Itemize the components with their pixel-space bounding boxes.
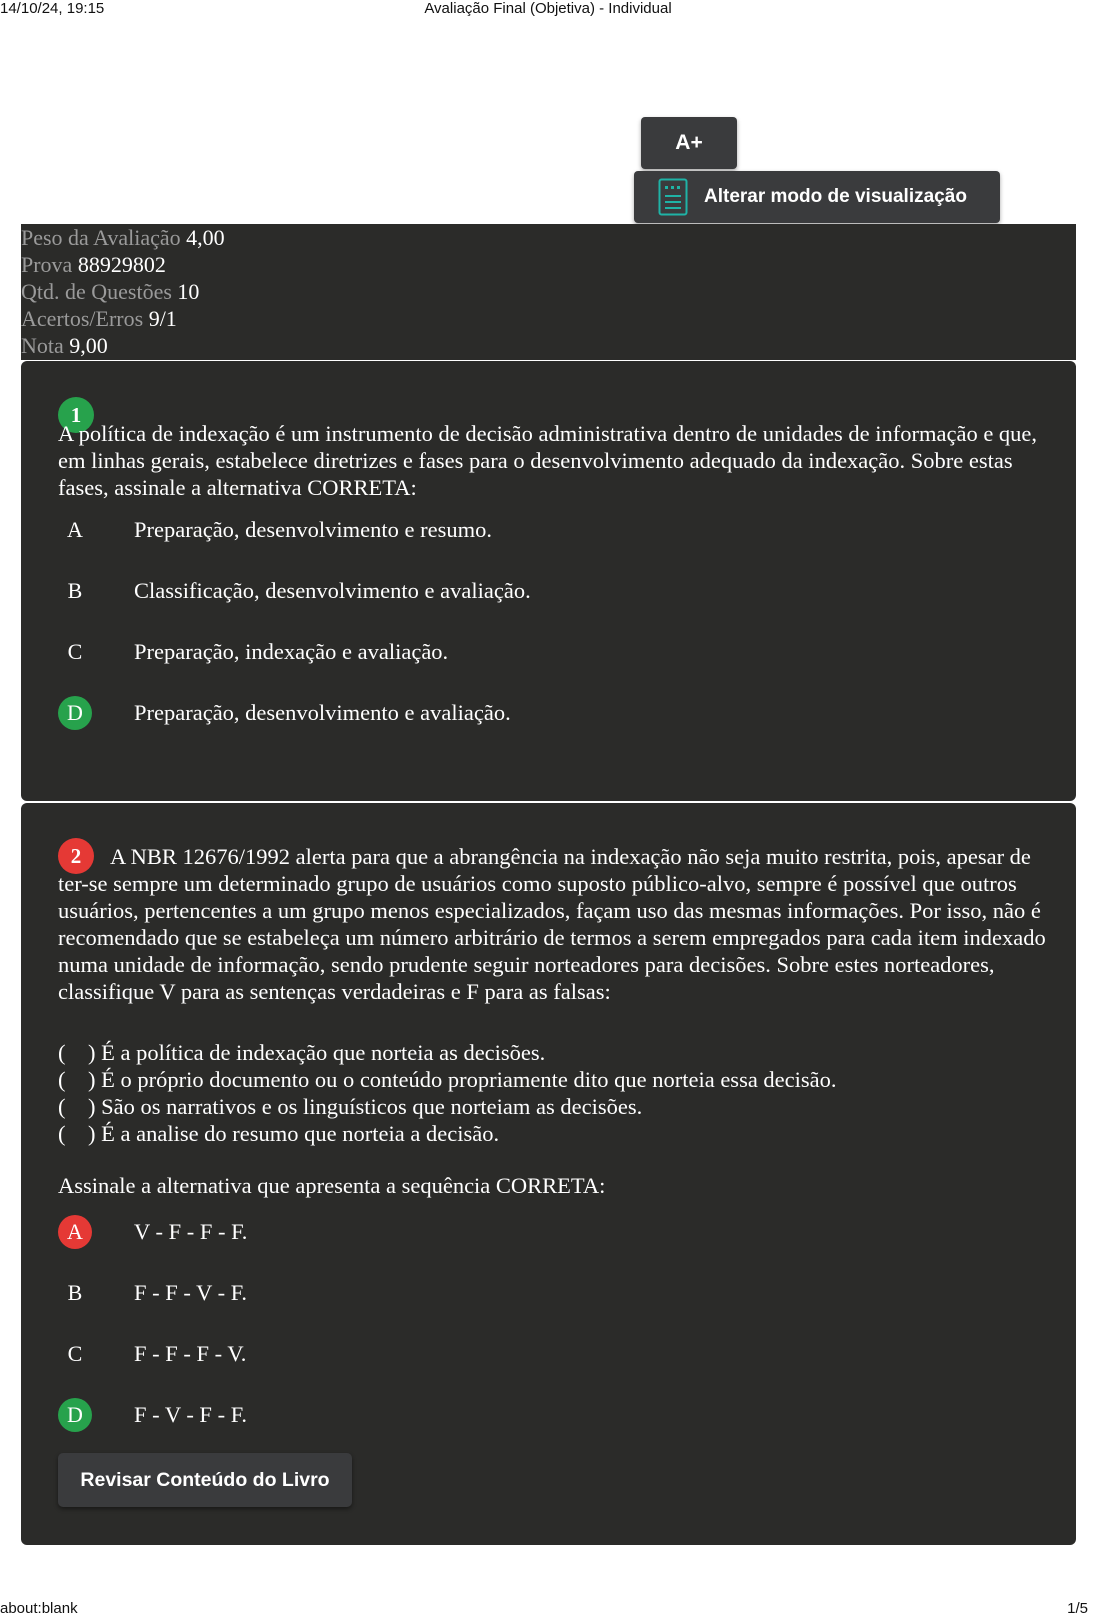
view-mode-label: Alterar modo de visualização xyxy=(704,186,967,207)
option-text: F - F - V - F. xyxy=(134,1280,248,1305)
review-content-button[interactable]: Revisar Conteúdo do Livro xyxy=(58,1453,352,1507)
print-datetime: 14/10/24, 19:15 xyxy=(0,0,105,17)
option-text: V - F - F - F. xyxy=(134,1219,248,1244)
option-d[interactable] xyxy=(58,696,1058,732)
question-text: A NBR 12676/1992 alerta para que a abrangência na indexação não seja muito restrita, pois, apesar de ter-se sempre um determinado grupo de usuários como suposto público-alvo, sempre é possível que outros usuários, pertencentes a um grupo menos especializados, façam uso das mesmas informações. Por isso, não é recomendado que se estabeleça um número arbitrário de termos a serem empregados para cada item indexado numa unidade de informação, sendo prudente seguir norteadores para decisões. Sobre estes norteadores, classifique V para as sentenças verdadeiras e F para as falsas: xyxy=(58,844,1046,1004)
option-b[interactable] xyxy=(58,1276,1058,1312)
option-d[interactable] xyxy=(58,1398,1058,1434)
option-a[interactable] xyxy=(58,513,1058,549)
font-size-button[interactable]: A+ xyxy=(641,117,737,169)
print-url: about:blank xyxy=(0,1600,78,1617)
print-footer xyxy=(0,1600,1096,1620)
option-b[interactable] xyxy=(58,574,1058,610)
option-letter: B xyxy=(67,578,83,603)
question-number-badge: 2 xyxy=(58,838,94,874)
view-mode-button[interactable] xyxy=(634,171,1000,223)
option-a[interactable] xyxy=(58,1215,1058,1251)
exam-summary xyxy=(21,224,1076,360)
option-text: Preparação, desenvolvimento e resumo. xyxy=(134,517,493,542)
question-prompt: Assinale a alternativa que apresenta a sequência CORRETA: xyxy=(58,1173,606,1198)
statement-1: ( ) É a política de indexação que norteia as decisões. xyxy=(58,1040,546,1065)
option-letter: C xyxy=(67,1341,83,1366)
option-text: Preparação, indexação e avaliação. xyxy=(134,639,449,664)
statement-2: ( ) É o próprio documento ou o conteúdo propriamente dito que norteia essa decisão. xyxy=(58,1067,837,1092)
option-letter: A xyxy=(67,517,83,542)
option-text: Classificação, desenvolvimento e avaliação. xyxy=(134,578,531,603)
print-header xyxy=(0,0,1096,20)
option-letter: B xyxy=(67,1280,83,1305)
summary-exam: Prova 88929802 xyxy=(21,252,166,277)
option-letter-wrong: A xyxy=(58,1215,92,1249)
summary-weight: Peso da Avaliação 4,00 xyxy=(21,225,225,250)
statement-4: ( ) É a analise do resumo que norteia a decisão. xyxy=(58,1121,500,1146)
option-letter-correct: D xyxy=(58,1398,92,1432)
option-c[interactable] xyxy=(58,635,1058,671)
question-text: A política de indexação é um instrumento de decisão administrativa dentro de unidades de informação e que, em linhas gerais, estabelece diretrizes e fases para o desenvolvimento adequado da indexação. Sobre estas fases, assinale a alternativa CORRETA: xyxy=(58,421,1038,500)
summary-grade: Nota 9,00 xyxy=(21,333,108,358)
print-page-number: 1/5 xyxy=(1067,1600,1088,1617)
print-title: Avaliação Final (Objetiva) - Individual xyxy=(424,0,672,17)
document-icon xyxy=(658,178,688,216)
question-number-badge: 1 xyxy=(58,397,94,433)
summary-score: Acertos/Erros 9/1 xyxy=(21,306,177,331)
option-letter: C xyxy=(67,639,83,664)
option-text: Preparação, desenvolvimento e avaliação. xyxy=(134,700,511,725)
statement-3: ( ) São os narrativos e os linguísticos que norteiam as decisões. xyxy=(58,1094,643,1119)
summary-count: Qtd. de Questões 10 xyxy=(21,279,200,304)
question-card-2 xyxy=(21,803,1076,1545)
question-card-1 xyxy=(21,361,1076,801)
option-c[interactable] xyxy=(58,1337,1058,1373)
option-text: F - V - F - F. xyxy=(134,1402,248,1427)
option-letter-correct: D xyxy=(58,696,92,730)
option-text: F - F - F - V. xyxy=(134,1341,247,1366)
